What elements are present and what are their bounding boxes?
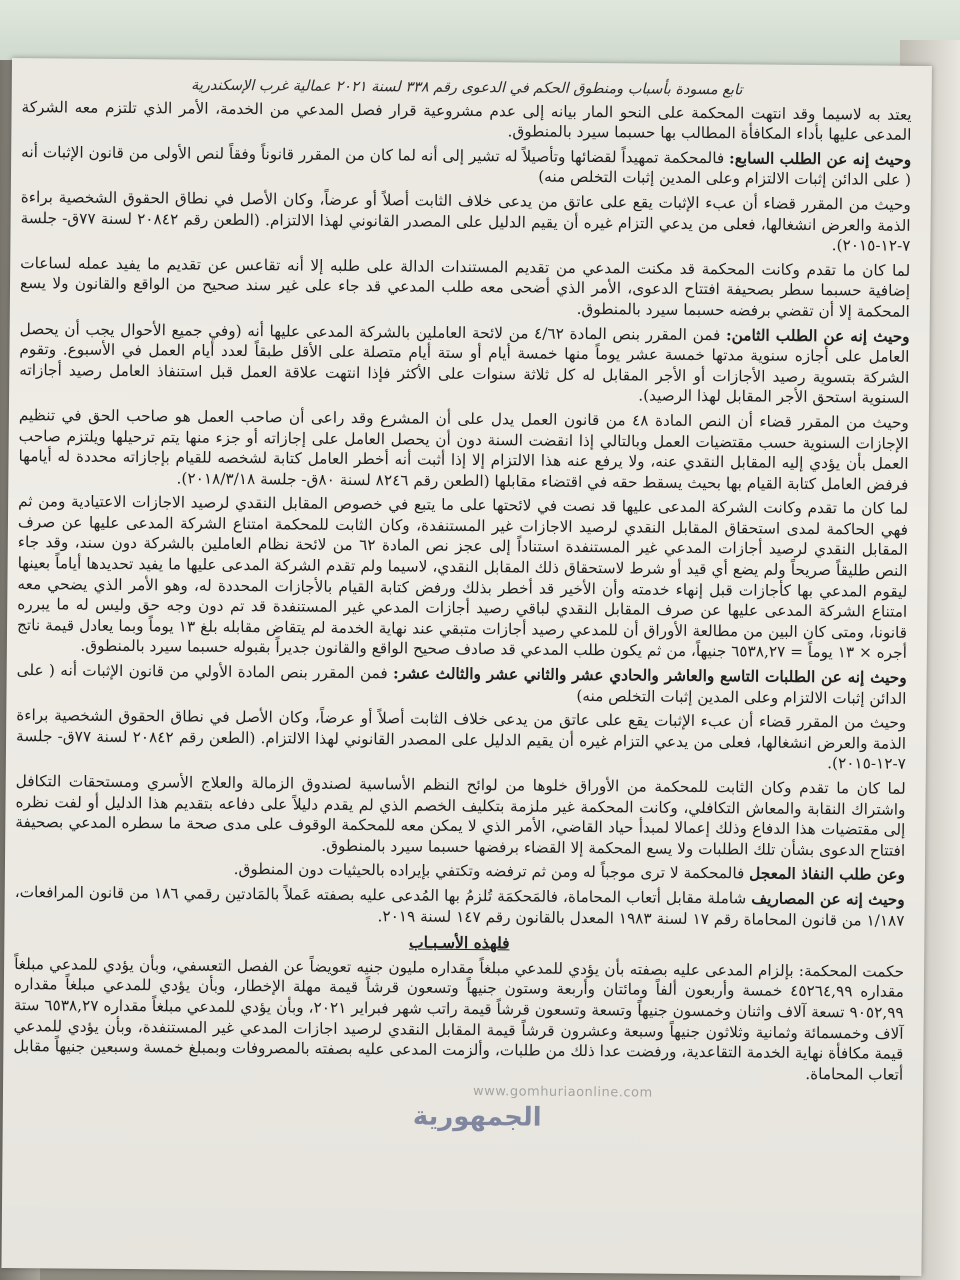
paragraph-lead: وحيث إنه عن المصاريف: [751, 889, 905, 909]
paragraph: [14, 882, 904, 931]
paragraph-text: وحيث من المقرر قضاء أن عبء الإثبات يقع على عاتق من يدعى خلاف الثابت أصلاً أو عرضاً، وكان الأصل في نطاق الحقوق الشخصية براءة الذمة والعرض انشغالها، فعلى من يدعي التزام غيره أن يقيم الدليل على المصدر القانوني لهذا الالتزام. (الطعن رقم ٢٠٨٤٢ لسنة ٧٧ق- جلسة ٧-١٢-٢٠١٥).: [16, 706, 907, 774]
paragraph: [15, 771, 906, 861]
paragraph-text: وحيث من المقرر قضاء أن عبء الإثبات يقع على عاتق من يدعى خلاف الثابت أصلاً أو عرضاً، وكان الأصل في نطاق الحقوق الشخصية براءة الذمة والعرض انشغالها، فعلى من يدعي التزام غيره أن يقيم الدليل على المصدر القانوني لهذا الالتزام. (الطعن رقم ٢٠٨٤٢ لسنة ٧٧ق- جلسة ٧-١٢-٢٠١٥).: [20, 188, 911, 255]
paragraph: [19, 319, 910, 409]
paragraph: [17, 491, 908, 664]
reasons-heading: فلهذه الأسـبـاب: [408, 932, 510, 953]
paragraph-text: فالمحكمة تمهيداً لقضائها وتأصيلاً له تشير إلى أنه لما كان من المقرر قانوناً وفقاً لنص الأولى من قانون الإثبات أنه ( على الدائن إثبات الالتزام وعلى المدين إثبات التخلص منه): [21, 142, 912, 190]
document-body: [13, 74, 912, 1089]
verdict-paragraph: حكمت المحكمة: بإلزام المدعى عليه بصفته بأن يؤدي للمدعي مبلغاً مقداره مليون جنيه تعويضاً عن الفصل التعسفي، وبأن يؤدي للمدعي مبلغاً مقداره ٤٥٢٦٤,٩٩ خمسة وأربعون ألفاً ومائتان وأربعة وستون جنيهاً وتسعون قرشاً قيمة مهلة الإخطار، وبأن يؤدي للمدعي مبلغاً مقداره ٩٠٥٢,٩٩ تسعة آلاف واثنان وخمسون جنيهاً وتسعة وتسعون قرشاً قيمة راتب شهر فبراير ٢٠٢١، وبأن يؤدي للمدعي مبلغاً مقداره ٦٥٣٨,٢٧ ستة آلاف وخمسمائة وثمانية وثلاثون جنيهاً وسبعة وعشرون قرشاً قيمة المقابل النقدي لرصيد اجازات المدعي غير المستنفدة، وبأن يؤدي للمدعي قيمة مكافأة نهاية الخدمة التقاعدية، ورفضت عدا ذلك من طلبات، وألزمت المدعى عليه بصفته بالمصروفات وبمبلغ خمسة وسبعين جنيهاً مقابل أتعاب المحاماة.: [13, 954, 905, 1084]
paragraph-text: لما كان ما تقدم وكانت الشركة المدعى عليها قد نصت في لائحتها على ما يتبع في خصوص المقابل النقدي لرصيد الاجازات الاعتيادية ومن ثم فهي الحاكمة لمدى استحقاق المقابل النقدي لرصيد الاجازات غير المستنفدة، وكان الثابت للمحكمة امتناع الشركة المدعى عليها عن صرف المقابل النقدي لرصيد أجازات المدعي غير المستنفدة استناداً إلى عجز نص المادة ٦٢ من لائحة نظام العاملين بالشركة دون سند، وقد جاء النص طليقاً صريحاً ولم يضع أي قيد أو شرط لاستحقاق ذلك المقابل النقدي، لاسيما ولم تقدم الشركة المدعى عليها ما يفيد تحديدها أياماً بعينها ليقوم المدعي بها كأجازات قبل إنهاء خدمته وأن الأخير قد أخطر بذلك ورفض كتابة القيام بالأجازات المحددة له، وهو الأمر الذي يضحي معه امتناع الشركة المدعى عليها عن صرف المقابل النقدي لباقي رصيد أجازات المدعي غير المستنفدة قد تم دون وجه حق وليس له ما يبرره قانونا، ومتى كان البين من مطالعة الأوراق أن للمدعي رصيد أجازات متبقي عند نهاية الخدمة لم يتقاض مقابله بلغ ١٣ يوماً وبما يعادل قيمة ناتج أجره × ١٣ يوماً = ٦٥٣٨,٢٧ جنيهاً، من ثم يكون طلب المدعي قد صادف صحيح الواقع والقانون جديراً بقبوله حسبما سيرد بالمنطوق.: [16, 492, 909, 663]
paragraph: [16, 660, 906, 709]
newspaper-watermark: [413, 1080, 654, 1142]
paragraph: [16, 705, 907, 775]
paragraph: [18, 405, 909, 495]
paragraph-text: لما كان ما تقدم وكانت المحكمة قد مكنت المدعي من تقديم المستندات الدالة على طلبه إلا أنه تقاعس عن تقديم ما يفيد عمله لساعات إضافية حسبما سطر بصحيفة افتتاح الدعوى، الأمر الذي أضحى معه طلب المدعي قد جاء على غير سند صحيح من الواقع والقانون ولا يسع المحكمة إلا أن تقضي برفضه حسبما سيرد بالمنطوق.: [19, 253, 911, 321]
paragraph: [20, 187, 911, 257]
paragraph-lead: وعن طلب النفاذ المعجل: [749, 864, 905, 885]
paragraph-text: فالمحكمة لا ترى موجباً له ومن ثم ترفضه وتكتفي بإيراده بالحيثيات دون المنطوق.: [233, 860, 750, 883]
paragraph-text: شاملة مقابل أتعاب المحاماة، فالمَحكمَة تُلزمُ بها المُدعى عليه بصفته عَملاً بالمَادتين رقمي ١٨٦ من قانون المرافعات، ١/١٨٧ من قانون المحاماة رقم ١٧ لسنة ١٩٨٣ المعدل بالقانون رقم ١٤٧ لسنة ٢٠١٩.: [14, 883, 905, 930]
watermark-url: www.gomhuriaonline.com: [472, 1084, 653, 1101]
watermark-logo: الجمهورية: [412, 1101, 542, 1133]
paragraph: [21, 142, 911, 191]
paragraph-lead: وحيث إنه عن الطلب الثامن:: [725, 325, 910, 346]
paragraph-text: فمن المقرر بنص المادة الأولي من قانون الإثبات أنه ( على الدائن إثبات الالتزام وعلى المدين إثبات التخلص منه): [16, 661, 907, 708]
paragraph-text: يعتد به لاسيما وقد انتهت المحكمة على النحو المار بيانه إلى عدم مشروعية قرار فصل المدعي من الخدمة، الأمر الذي تلتزم معه الشركة المدعى عليها بأداء المكافأة المطالب بها حسبما سيرد بالمنطوق.: [21, 97, 912, 145]
paragraph: [15, 857, 905, 885]
document-page: [1, 58, 932, 1276]
paragraph-text: وحيث من المقرر قضاء أن النص المادة ٤٨ من قانون العمل يدل على أن المشرع وقد راعى أن صاحب العمل هو صاحب الحق في تنظيم الإجازات السنوية حسب مقتضيات العمل وبالتالي إذا انقضت السنة دون أن يحصل العامل على إجازاته أو جزء منها يتم ترحيلها ويلتزم صاحب العمل بأن يؤدي إليه المقابل النقدي عنه، ولا يرفع عنه هذا الالتزام إلا إذا أثبت أنه أخطر العامل كتابة لشخصه للقيام بإجازاته محددة له أيامها فرفض العامل كتابة القيام بها بحيث يسقط حقه في اقتضاء مقابلها (الطعن رقم ٨٢٤٦ لسنة ٨٠ق- جلسة ٢٠١٨/٣/١٨).: [18, 405, 909, 494]
running-header: تابع مسودة بأسباب ومنطوق الحكم في الدعوى رقم ٣٣٨ لسنة ٢٠٢١ عمالية غرب الإسكندرية: [191, 77, 743, 99]
paragraph-text: لما كان ما تقدم وكان الثابت للمحكمة من الأوراق خلوها من لوائح النظم الأساسية لصندوق الزمالة والعلاج الأسري ومستحقات التكافل واشتراك النقابة والمعاش التكافلي، وكانت المحكمة غير ملزمة بتكليف الخصم الذي لم يقدم دليلاً على دفاعه بتقديم هذا الدليل أو لفت نظره إلى مقتضيات هذا الدفاع وذلك إعمالا لمبدأ حياد القاضي، الأمر الذي لا يمكن معه للمحكمة الوقوف على مدى صحة ما سطره المدعي بصحيفة افتتاح الدعوى بشأن تلك الطلبات ولا يسع المحكمة إلا القضاء برفضها حسبما سيرد بالمنطوق.: [15, 772, 906, 860]
paragraph-text: فمن المقرر بنص المادة ٤/٦٢ من لائحة العاملين بالشركة المدعى عليها أنه (وفي جميع الأحوال يجب أن يحصل العامل على أجازه سنوية مدتها خمسة عشر يوماً منها خمسة أيام أو ستة أيام متصلة على الأقل طبقاً لعدد أيام العمل في الأسبوع. وتقوم الشركة بتسوية رصيد الأجازات أو الأجر المقابل له كل ثلاثة سنوات على الأكثر فإذا انتهت علاقة العمل قبل استنفاذ العامل رصيد أجازاته السنوية استحق الأجر المقابل لهذا الرصيد).: [19, 319, 910, 408]
paragraph-lead: وحيث إنه عن الطلبات التاسع والعاشر والحادي عشر والثاني عشر والثالث عشر:: [392, 664, 907, 687]
paragraph: [21, 97, 911, 146]
paragraph: [20, 253, 911, 323]
paragraph-lead: وحيث إنه عن الطلب السابع:: [729, 149, 912, 169]
